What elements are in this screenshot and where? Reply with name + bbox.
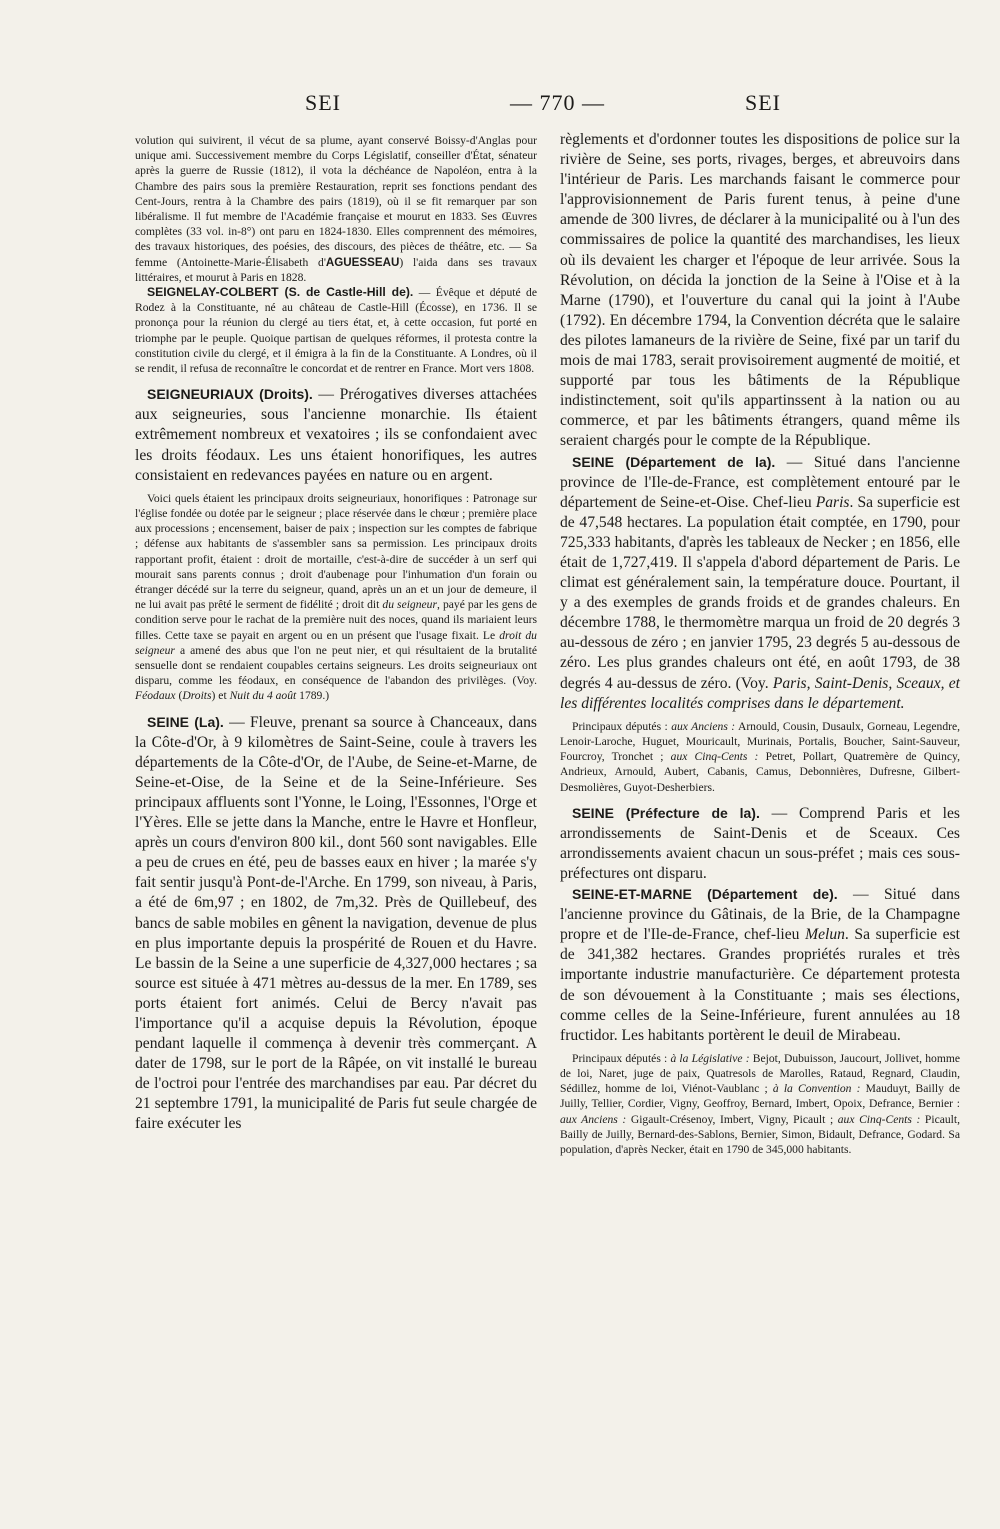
header-right-word: SEI <box>745 90 781 115</box>
seine-et-marne-deputes: Principaux députés : à la Législative : Bejot, Dubuisson, Jaucourt, Jollivet, homme de loi, Naret, juge de paix, Quatresols de Marolles, Rataud, Regnard, Claudin, Sédillez, homme de loi, Viénot-Vaublanc ; à la Convention : Mauduyt, Bailly de Juilly, Tellier, Cordier, Vigny, Geoffroy, Bernard, Imbert, Opoix, Defrance, Bernier : aux Anciens : Gigault-Crésenoy, Imbert, Vigny, Picault ; aux Cinq-Cents : Picault, Bailly de Juilly, Bernard-des-Sablons, Bernier, Simon, Bidault, Defrance, Godard. Sa population, d'après Necker, était en 1790 de 345,000 habitants. <box>560 1051 961 1157</box>
entry-seigneuriaux: SEIGNEURIAUX (Droits). — Prérogatives diverses attachées aux seigneuries, sous l'ancienne monarchie. Ils étaient extrêmement nombreux et vexatoires ; ils se confondaient avec les droits féodaux. Les uns étaient honorifiques, les autres consistaient en redevances payées en nature ou en argent. <box>135 386 537 484</box>
entry-seignelay-heading: SEIGNELAY-COLBERT (S. de Castle-Hill de). <box>147 285 414 300</box>
entry-seine-prefecture-heading: SEINE (Préfecture de la). <box>572 804 760 821</box>
entry-seine-et-marne-heading: SEINE-ET-MARNE (Département de). <box>572 886 838 903</box>
entry-seigneuriaux-heading: SEIGNEURIAUX (Droits). <box>147 386 313 403</box>
header-left-word: SEI <box>305 90 341 115</box>
entry-seine-heading: SEINE (La). <box>147 713 224 730</box>
entry-seignelay: SEIGNELAY-COLBERT (S. de Castle-Hill de). — Évêque et député de Rodez à la Constituante, né au château de Castle-Hill (Écosse), en 1736. Il se prononça pour la réunion du clergé au tiers état, et, à cette occasion, fut porté en triomphe par le peuple. Quoique partisan de quelques réformes, il protesta contre la constitution civile du clergé, et il émigra à la fin de la Constituante. A Londres, où il se rendit, il refusa de reconnaître le concordat et de rentrer en France. Mort vers 1808. <box>135 285 537 376</box>
right-column <box>560 130 960 1157</box>
page-number: — 770 — <box>510 90 605 115</box>
left-column <box>135 133 537 1135</box>
entry-seine-departement: SEINE (Département de la). — Situé dans l'ancienne province de l'Ile-de-France, est complètement entouré par le département de Seine-et-Oise. Chef-lieu Paris. Sa superficie est de 47,548 hectares. La population était comptée, en 1790, pour 725,333 habitants, d'après les tableaux de Necker ; en 1856, elle était de 1,727,419. Il s'appela d'abord département de Paris. Le climat est généralement sain, la température douce. Pourtant, il y a des exemples de grands froids et de grandes chaleurs. En décembre 1788, le thermomètre marqua un froid de 20 degrés 3 au-dessous de zéro ; en janvier 1795, 23 degrés 5 au-dessous de zéro. Les plus grandes chaleurs ont été, en août 1793, de 38 degrés 4 au-dessus de zéro. (Voy. Paris, Saint-Denis, Sceaux, et les différentes localités comprises dans le département. <box>560 453 960 712</box>
page-header <box>0 90 1000 120</box>
seigneuriaux-details: Voici quels étaient les principaux droits seigneuriaux, honorifiques : Patronage sur l'église fondée ou dotée par le seigneur ; place réservée dans le chœur ; première place aux processions ; encensement, baiser de paix ; inspection sur les comptes de fabrique ; défense aux habitants de s'assembler sans sa permission. Les principaux droits rapportant profit, étaient : droit de mortaille, c'est-à-dire de succéder à un serf qui mourait sans parents connus ; droit d'aubenage pour l'inhumation d'un forain ou étranger décédé sur la terre du seigneur, quand, après un an et un jour de demeure, il ne lui avait pas prêté le serment de fidélité ; droit dit du seigneur, payé par les gens de condition serve pour le rachat de la première nuit des noces, quand ils mariaient leurs filles. Cette taxe se payait en argent ou en un présent que l'usage fixait. Le droit du seigneur a amené des abus que l'on ne peut nier, et qui résultaient de la brutalité sensuelle dont se rendaient coupables certains seigneurs. Les droits seigneuriaux ont disparu, comme les féodaux, en conséquence de l'abandon des privilèges. (Voy. Féodaux (Droits) et Nuit du 4 août 1789.) <box>135 491 537 703</box>
entry-seine-fleuve: SEINE (La). — Fleuve, prenant sa source à Chanceaux, dans la Côte-d'Or, à 9 kilomètres de Saint-Seine, coule à travers les départements de la Côte-d'Or, de l'Aube, de Seine-et-Marne, de Seine-et-Oise, de la Seine et de la Seine-Inférieure. Ses principaux affluents sont l'Yonne, le Loing, l'Essonnes, l'Orge et l'Yères. Elle se jette dans la Manche, entre le Havre et Honfleur, après un cours d'environ 800 kil., dont 560 sont navigables. Elle a peu de crues en été, peu de basses eaux en hiver ; la marée s'y fait sentir jusqu'à Pont-de-l'Arche. En 1799, son niveau, à Paris, a été de 6m,97 ; en 1802, de 7m,32. Près de Quillebeuf, des bancs de sable mobiles en gênent la navigation, devenue de plus en plus importante depuis la prospérité de Rouen et du Havre. Le bassin de la Seine a une superficie de 4,327,000 hectares ; sa source est située à 471 mètres au-dessus de la mer. En 1789, ses ports étaient fort animés. Celui de Bercy n'avait pas l'importance qu'il a acquise depuis la Révolution, époque pendant laquelle il commença à devenir très commerçant. A dater de 1798, sur le port de la Râpée, on vit installé le bureau de l'octroi pour l'entrée des marchandises par eau. Par décret du 21 septembre 1791, la municipalité de Paris fut seule chargée de faire exécuter les <box>135 713 537 1133</box>
continuation-paragraph: volution qui suivirent, il vécut de sa plume, ayant conservé Boissy-d'Anglas pour unique ami. Successivement membre du Corps Législatif, conseiller d'État, sénateur après la guerre de Russie (1812), il vota la déchéance de Napoléon, entra à la Chambre des pairs sous la première Restauration, reprit ses fonctions pendant des Cent-Jours, rentra à la Chambre des pairs (1819), où il se fit remarquer par son libéralisme. Il fut membre de l'Académie française et mourut en 1833. Ses Œuvres complètes (33 vol. in-8°) ont paru en 1824-1830. Elles comprennent des mémoires, des travaux historiques, des poésies, des discours, des pièces de théâtre, etc. — Sa femme (Antoinette-Marie-Élisabeth d'AGUESSEAU) l'aida dans ses travaux littéraires, et mourut à Paris en 1828. <box>135 134 537 284</box>
aguesseau-name: AGUESSEAU <box>325 255 400 269</box>
entry-seine-departement-heading: SEINE (Département de la). <box>572 453 776 470</box>
seine-continuation: règlements et d'ordonner toutes les dispositions de police sur la rivière de Seine, ses ports, rivages, berges, et abreuvoirs dans l'intérieur de Paris. Les marchands faisant le commerce pour l'approvisionnement de Paris furent tenus, à peine d'une amende de 300 livres, de déclarer à la municipalité ou à l'un des commissaires de police la quantité des marchandises, les lieux où ils devaient les charger et l'époque de leur arrivée. Sous la Révolution, on décida la jonction de la Seine à l'Oise et à la Marne (1790), et l'ouverture du canal qui la joint à l'Aube (1792). En décembre 1794, la Convention décréta que le salaire des pilotes lamaneurs de la rivière de Seine, fixé par un tarif du mois de mai 1783, serait provisoirement augmenté de moitié, et supporté par tous les bâtiments de la République indistinctement, soit qu'ils appartinssent à la nation ou au commerce, et par les bâtiments étrangers, quand même ils seraient chargés pour le compte de la République. <box>560 131 960 450</box>
entry-seine-et-marne: SEINE-ET-MARNE (Département de). — Situé dans l'ancienne province du Gâtinais, de la Brie, de la Champagne propre et de l'Ile-de-France, chef-lieu Melun. Sa superficie est de 341,382 hectares. Grandes propriétés rurales et très importante industrie manufacturière. Ce département protesta de son dévouement à la Constituante ; mais ses élections, comme celles de la Seine-Inférieure, furent annulées au 18 fructidor. Les habitants portèrent le deuil de Mirabeau. <box>560 886 960 1044</box>
entry-seine-prefecture: SEINE (Préfecture de la). — Comprend Paris et les arrondissements de Saint-Denis et de Sceaux. Ces arrondissements avaient chacun un sous-préfet ; mais ces sous-préfectures ont disparu. <box>560 804 960 883</box>
seine-deputes: Principaux députés : aux Anciens : Arnould, Cousin, Dusaulx, Gorneau, Legendre, Lenoir-Laroche, Huguet, Mouricault, Murinais, Portalis, Boucher, Saint-Sauveur, Fourcroy, Tronchet ; aux Cinq-Cents : Petret, Pollart, Quatremère de Quincy, Andrieux, Arnould, Aubert, Cabanis, Camus, Debonnières, Dufresne, Gilbert-Desmolières, Guyot-Desherbiers. <box>560 719 961 794</box>
